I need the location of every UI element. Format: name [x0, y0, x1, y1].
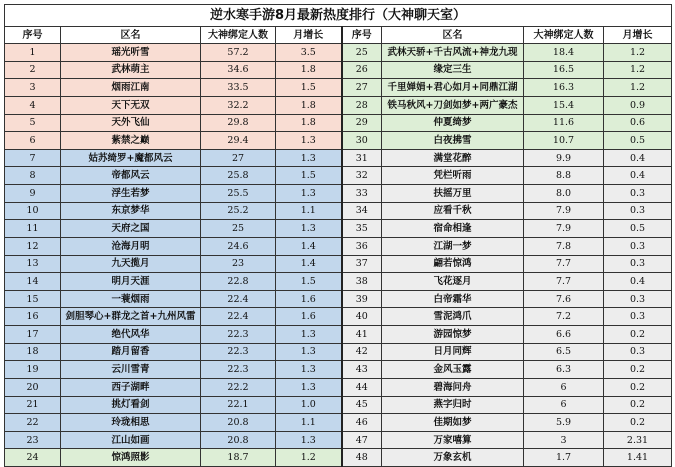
- table-row: [5, 96, 672, 114]
- zone-name-cell: 惊鸿照影: [61, 449, 201, 467]
- zone-name-cell: 铁马秋风+刀剑如梦+两广豪杰: [382, 96, 524, 114]
- zone-name-cell: 扶摇万里: [382, 185, 524, 203]
- table-title: 逆水寒手游8月最新热度排行（大神聊天室）: [4, 4, 672, 26]
- growth-cell: 0.2: [604, 361, 672, 379]
- table-row: [5, 414, 672, 432]
- zone-name-cell: 姑苏绮罗+魔都风云: [61, 149, 201, 167]
- users-cell: 16.3: [524, 79, 604, 97]
- growth-cell: 1.3: [276, 132, 342, 150]
- users-cell: 33.5: [201, 79, 276, 97]
- growth-cell: 1.3: [276, 431, 342, 449]
- zone-name-cell: 江山如画: [61, 431, 201, 449]
- growth-cell: 0.2: [604, 378, 672, 396]
- rank-cell: 35: [342, 220, 382, 238]
- header-zone: 区名: [382, 27, 524, 44]
- zone-name-cell: 瑶光听雪: [61, 44, 201, 62]
- users-cell: 22.3: [201, 361, 276, 379]
- growth-cell: 1.3: [276, 361, 342, 379]
- zone-name-cell: 仲夏绮梦: [382, 114, 524, 132]
- zone-name-cell: 武林萌主: [61, 61, 201, 79]
- zone-name-cell: 天府之国: [61, 220, 201, 238]
- rank-cell: 41: [342, 326, 382, 344]
- growth-cell: 1.2: [604, 44, 672, 62]
- table-row: [5, 132, 672, 150]
- zone-name-cell: 玲珑相思: [61, 414, 201, 432]
- zone-name-cell: 江湖一梦: [382, 237, 524, 255]
- ranking-rows: [5, 44, 672, 467]
- growth-cell: 0.5: [604, 220, 672, 238]
- users-cell: 22.4: [201, 290, 276, 308]
- zone-name-cell: 佳期如梦: [382, 414, 524, 432]
- users-cell: 27: [201, 149, 276, 167]
- rank-cell: 43: [342, 361, 382, 379]
- rank-cell: 10: [5, 202, 61, 220]
- growth-cell: 0.6: [604, 114, 672, 132]
- growth-cell: 0.4: [604, 149, 672, 167]
- zone-name-cell: 烟雨江南: [61, 79, 201, 97]
- heat-ranking-table: [4, 4, 672, 467]
- zone-name-cell: 明月天涯: [61, 273, 201, 291]
- zone-name-cell: 雪泥鸿爪: [382, 308, 524, 326]
- rank-cell: 20: [5, 378, 61, 396]
- zone-name-cell: 碧海问舟: [382, 378, 524, 396]
- growth-cell: 1.5: [276, 167, 342, 185]
- header-users: 大神绑定人数: [201, 27, 276, 44]
- rank-cell: 14: [5, 273, 61, 291]
- rank-cell: 21: [5, 396, 61, 414]
- users-cell: 6: [524, 396, 604, 414]
- users-cell: 6.5: [524, 343, 604, 361]
- table-row: [5, 396, 672, 414]
- rank-cell: 45: [342, 396, 382, 414]
- zone-name-cell: 万象玄机: [382, 449, 524, 467]
- zone-name-cell: 天外飞仙: [61, 114, 201, 132]
- zone-name-cell: 九天揽月: [61, 255, 201, 273]
- rank-cell: 7: [5, 149, 61, 167]
- users-cell: 23: [201, 255, 276, 273]
- growth-cell: 1.6: [276, 290, 342, 308]
- zone-name-cell: 满堂花醉: [382, 149, 524, 167]
- table-row: [5, 273, 672, 291]
- growth-cell: 1.8: [276, 96, 342, 114]
- users-cell: 7.7: [524, 255, 604, 273]
- rank-cell: 5: [5, 114, 61, 132]
- zone-name-cell: 沧海月明: [61, 237, 201, 255]
- zone-name-cell: 缘定三生: [382, 61, 524, 79]
- zone-name-cell: 紫禁之巅: [61, 132, 201, 150]
- zone-name-cell: 白帝霜华: [382, 290, 524, 308]
- table-row: [5, 237, 672, 255]
- users-cell: 22.2: [201, 378, 276, 396]
- users-cell: 7.7: [524, 273, 604, 291]
- users-cell: 22.1: [201, 396, 276, 414]
- users-cell: 25.5: [201, 185, 276, 203]
- growth-cell: 2.31: [604, 431, 672, 449]
- zone-name-cell: 宿命相逢: [382, 220, 524, 238]
- zone-name-cell: 游园惊梦: [382, 326, 524, 344]
- growth-cell: 1.2: [276, 449, 342, 467]
- rank-cell: 46: [342, 414, 382, 432]
- growth-cell: 1.3: [276, 149, 342, 167]
- zone-name-cell: 天下无双: [61, 96, 201, 114]
- growth-cell: 3.5: [276, 44, 342, 62]
- users-cell: 10.7: [524, 132, 604, 150]
- header-growth: 月增长: [604, 27, 672, 44]
- rank-cell: 47: [342, 431, 382, 449]
- users-cell: 29.4: [201, 132, 276, 150]
- growth-cell: 0.9: [604, 96, 672, 114]
- users-cell: 18.7: [201, 449, 276, 467]
- rank-cell: 6: [5, 132, 61, 150]
- rank-cell: 33: [342, 185, 382, 203]
- growth-cell: 1.41: [604, 449, 672, 467]
- users-cell: 34.6: [201, 61, 276, 79]
- zone-name-cell: 万家嘻算: [382, 431, 524, 449]
- zone-name-cell: 云川雪青: [61, 361, 201, 379]
- growth-cell: 0.3: [604, 308, 672, 326]
- table-row: [5, 308, 672, 326]
- table-row: [5, 326, 672, 344]
- rank-cell: 4: [5, 96, 61, 114]
- header-row: [5, 27, 672, 44]
- zone-name-cell: 西子湖畔: [61, 378, 201, 396]
- users-cell: 7.8: [524, 237, 604, 255]
- users-cell: 7.2: [524, 308, 604, 326]
- rank-cell: 29: [342, 114, 382, 132]
- growth-cell: 0.3: [604, 255, 672, 273]
- zone-name-cell: 飞花逐月: [382, 273, 524, 291]
- growth-cell: 1.3: [276, 343, 342, 361]
- growth-cell: 1.5: [276, 273, 342, 291]
- growth-cell: 1.4: [276, 255, 342, 273]
- zone-name-cell: 一蓑烟雨: [61, 290, 201, 308]
- growth-cell: 1.3: [276, 220, 342, 238]
- rank-cell: 23: [5, 431, 61, 449]
- zone-name-cell: 应看千秋: [382, 202, 524, 220]
- rank-cell: 36: [342, 237, 382, 255]
- growth-cell: 1.5: [276, 79, 342, 97]
- users-cell: 15.4: [524, 96, 604, 114]
- zone-name-cell: 凭栏听雨: [382, 167, 524, 185]
- users-cell: 7.6: [524, 290, 604, 308]
- growth-cell: 1.2: [604, 79, 672, 97]
- users-cell: 16.5: [524, 61, 604, 79]
- growth-cell: 1.8: [276, 61, 342, 79]
- users-cell: 5.9: [524, 414, 604, 432]
- rank-cell: 13: [5, 255, 61, 273]
- table-row: [5, 185, 672, 203]
- table-row: [5, 431, 672, 449]
- table-row: [5, 449, 672, 467]
- users-cell: 9.9: [524, 149, 604, 167]
- zone-name-cell: 踏月留香: [61, 343, 201, 361]
- users-cell: 6.3: [524, 361, 604, 379]
- users-cell: 8.0: [524, 185, 604, 203]
- rank-cell: 3: [5, 79, 61, 97]
- growth-cell: 0.3: [604, 202, 672, 220]
- rank-cell: 19: [5, 361, 61, 379]
- users-cell: 22.4: [201, 308, 276, 326]
- growth-cell: 0.2: [604, 326, 672, 344]
- growth-cell: 1.0: [276, 396, 342, 414]
- rank-cell: 34: [342, 202, 382, 220]
- rank-cell: 9: [5, 185, 61, 203]
- table-row: [5, 61, 672, 79]
- rank-cell: 28: [342, 96, 382, 114]
- table-row: [5, 361, 672, 379]
- growth-cell: 1.1: [276, 414, 342, 432]
- zone-name-cell: 千里婵娟+君心如月+同鼎江湖: [382, 79, 524, 97]
- growth-cell: 1.8: [276, 114, 342, 132]
- growth-cell: 0.5: [604, 132, 672, 150]
- zone-name-cell: 白夜拂雪: [382, 132, 524, 150]
- users-cell: 7.9: [524, 220, 604, 238]
- zone-name-cell: 日月同辉: [382, 343, 524, 361]
- header-zone: 区名: [61, 27, 201, 44]
- users-cell: 22.3: [201, 326, 276, 344]
- rank-cell: 37: [342, 255, 382, 273]
- table-row: [5, 290, 672, 308]
- users-cell: 6.6: [524, 326, 604, 344]
- table-row: [5, 114, 672, 132]
- users-cell: 25: [201, 220, 276, 238]
- header-growth: 月增长: [276, 27, 342, 44]
- growth-cell: 1.3: [276, 326, 342, 344]
- zone-name-cell: 武林天骄+千古风流+神龙九现: [382, 44, 524, 62]
- rank-cell: 30: [342, 132, 382, 150]
- header-rank: 序号: [342, 27, 382, 44]
- growth-cell: 0.4: [604, 273, 672, 291]
- growth-cell: 1.3: [276, 185, 342, 203]
- rank-cell: 12: [5, 237, 61, 255]
- users-cell: 3: [524, 431, 604, 449]
- zone-name-cell: 金风玉露: [382, 361, 524, 379]
- growth-cell: 1.6: [276, 308, 342, 326]
- users-cell: 22.8: [201, 273, 276, 291]
- users-cell: 25.8: [201, 167, 276, 185]
- users-cell: 20.8: [201, 431, 276, 449]
- rank-cell: 17: [5, 326, 61, 344]
- users-cell: 29.8: [201, 114, 276, 132]
- growth-cell: 0.3: [604, 237, 672, 255]
- users-cell: 1.7: [524, 449, 604, 467]
- rank-cell: 8: [5, 167, 61, 185]
- rank-cell: 31: [342, 149, 382, 167]
- rank-cell: 2: [5, 61, 61, 79]
- table-row: [5, 149, 672, 167]
- zone-name-cell: 东京梦华: [61, 202, 201, 220]
- zone-name-cell: 浮生若梦: [61, 185, 201, 203]
- rank-cell: 42: [342, 343, 382, 361]
- table-row: [5, 167, 672, 185]
- rank-cell: 25: [342, 44, 382, 62]
- table-row: [5, 220, 672, 238]
- growth-cell: 1.2: [604, 61, 672, 79]
- rank-cell: 11: [5, 220, 61, 238]
- growth-cell: 0.4: [604, 167, 672, 185]
- rank-cell: 40: [342, 308, 382, 326]
- zone-name-cell: 绝代风华: [61, 326, 201, 344]
- table-row: [5, 202, 672, 220]
- users-cell: 7.9: [524, 202, 604, 220]
- table-row: [5, 79, 672, 97]
- growth-cell: 0.2: [604, 396, 672, 414]
- zone-name-cell: 挑灯看剑: [61, 396, 201, 414]
- users-cell: 6: [524, 378, 604, 396]
- rank-cell: 1: [5, 44, 61, 62]
- rank-cell: 16: [5, 308, 61, 326]
- users-cell: 18.4: [524, 44, 604, 62]
- users-cell: 20.8: [201, 414, 276, 432]
- growth-cell: 0.2: [604, 414, 672, 432]
- rank-cell: 18: [5, 343, 61, 361]
- rank-cell: 39: [342, 290, 382, 308]
- users-cell: 32.2: [201, 96, 276, 114]
- growth-cell: 1.4: [276, 237, 342, 255]
- table-row: [5, 378, 672, 396]
- rank-cell: 27: [342, 79, 382, 97]
- rank-cell: 22: [5, 414, 61, 432]
- rank-cell: 32: [342, 167, 382, 185]
- growth-cell: 1.3: [276, 378, 342, 396]
- rank-cell: 48: [342, 449, 382, 467]
- header-users: 大神绑定人数: [524, 27, 604, 44]
- users-cell: 57.2: [201, 44, 276, 62]
- rank-cell: 24: [5, 449, 61, 467]
- users-cell: 22.3: [201, 343, 276, 361]
- header-rank: 序号: [5, 27, 61, 44]
- growth-cell: 1.1: [276, 202, 342, 220]
- rank-cell: 15: [5, 290, 61, 308]
- users-cell: 24.6: [201, 237, 276, 255]
- zone-name-cell: 燕字归时: [382, 396, 524, 414]
- rank-cell: 44: [342, 378, 382, 396]
- zone-name-cell: 剑胆琴心+群龙之首+九州风雷: [61, 308, 201, 326]
- growth-cell: 0.3: [604, 343, 672, 361]
- rank-cell: 38: [342, 273, 382, 291]
- growth-cell: 0.3: [604, 290, 672, 308]
- users-cell: 25.2: [201, 202, 276, 220]
- table-row: [5, 255, 672, 273]
- growth-cell: 0.3: [604, 185, 672, 203]
- zone-name-cell: 帝都风云: [61, 167, 201, 185]
- users-cell: 8.8: [524, 167, 604, 185]
- users-cell: 11.6: [524, 114, 604, 132]
- zone-name-cell: 翩若惊鸿: [382, 255, 524, 273]
- table-row: [5, 343, 672, 361]
- rank-cell: 26: [342, 61, 382, 79]
- table-row: [5, 44, 672, 62]
